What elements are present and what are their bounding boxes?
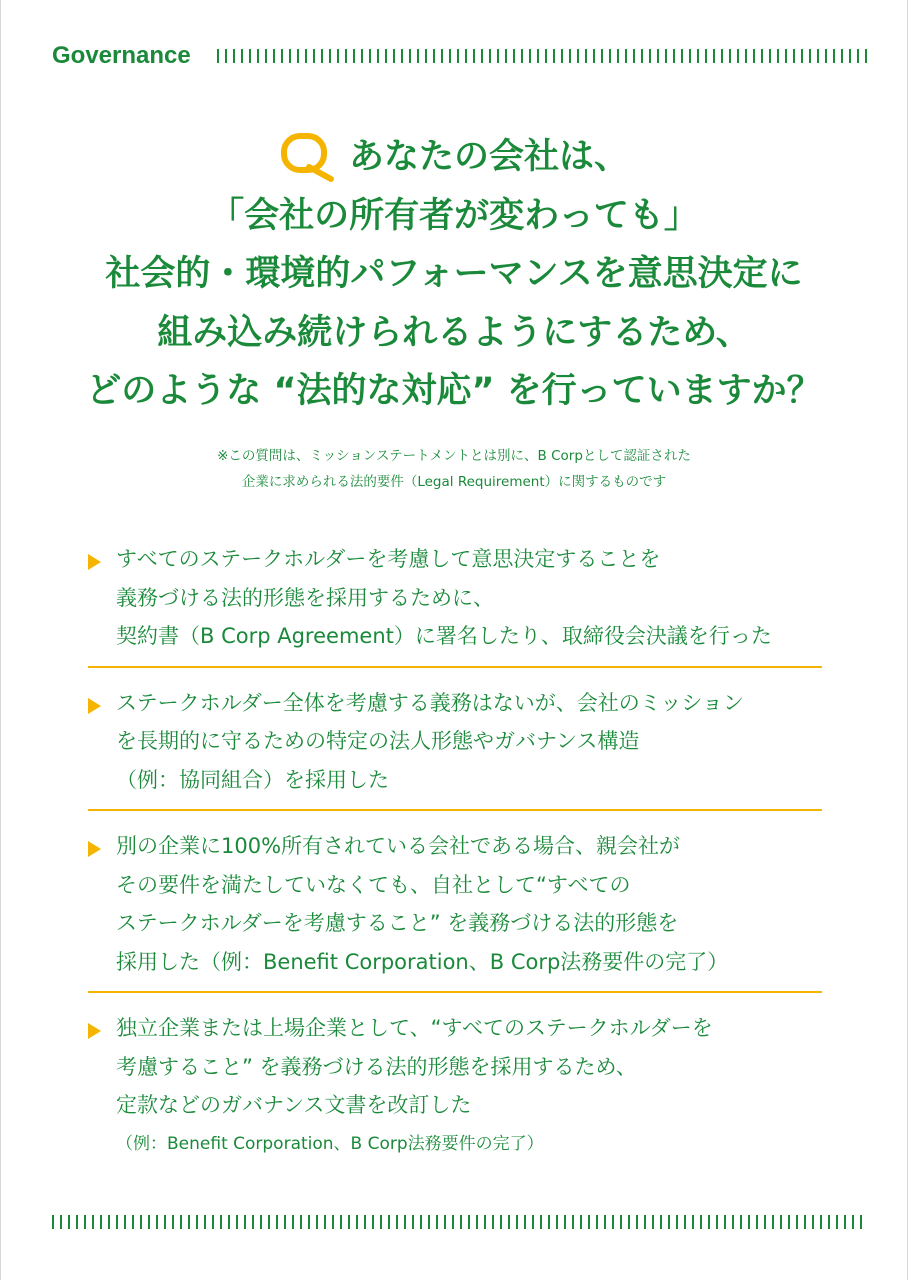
option-line: 独立企業または上場企業として、“すべてのステークホルダーを [116, 1016, 713, 1040]
question-note [60, 443, 848, 495]
question-line-3: 社会的・環境的パフォーマンスを意思決定に [105, 254, 803, 294]
option-line: （例：協同組合）を採用した [116, 767, 389, 792]
option-line: すべてのステークホルダーを考慮して意思決定することを [116, 547, 661, 571]
question-line-4: 組み込み続けられるようにするため、 [157, 312, 751, 353]
footer-tick-rule [52, 1215, 868, 1229]
page-header [52, 38, 868, 74]
question-text: あなたの会社は、 [348, 137, 629, 177]
arrow-right-icon [88, 841, 101, 857]
option-line: ステークホルダー全体を考慮する義務はないが、会社のミッション [116, 690, 744, 715]
answer-option-4[interactable] [88, 993, 822, 1163]
option-line: を長期的に守るための特定の法人形態やガバナンス構造 [116, 729, 640, 753]
option-line: ステークホルダーを考慮すること” を義務づける法的形態を [116, 911, 679, 935]
section-label: Governance [52, 42, 191, 69]
page-edge-left [0, 0, 1, 1280]
header-tick-rule [217, 49, 868, 63]
question-block [40, 128, 868, 421]
option-line: 定款などのガバナンス文書を改訂した [116, 1093, 472, 1117]
answer-option-1[interactable] [88, 540, 822, 668]
arrow-right-icon [88, 1023, 101, 1039]
question-line-5: どのような “法的な対応” を行っていますか？ [86, 371, 822, 411]
note-line: 企業に求められる法的要件（Legal Requirement）に関するものです [241, 474, 667, 490]
arrow-right-icon [88, 698, 101, 714]
option-line: 契約書（B Corp Agreement）に署名したり、取締役会決議を行った [116, 624, 772, 648]
option-line: 採用した（例：Benefit Corporation、B Corp法務要件の完了） [116, 949, 729, 974]
answer-option-2[interactable] [88, 668, 822, 812]
note-line: ※この質問は、ミッションステートメントとは別に、B Corpとして認証された [217, 448, 691, 464]
answer-option-3[interactable] [88, 811, 822, 993]
answer-options [88, 540, 822, 1163]
question-line-1 [40, 128, 868, 187]
option-line: その要件を満たしていなくても、自社として“すべての [116, 872, 631, 897]
option-line: 義務づける法的形態を採用するために、 [116, 585, 494, 610]
option-line: 別の企業に100%所有されている会社である場合、親会社が [116, 834, 681, 858]
q-letter-icon [279, 131, 335, 183]
question-line-2: 「会社の所有者が変わっても」 [209, 195, 699, 236]
option-line: 考慮すること” を義務づける法的形態を採用するため、 [116, 1054, 637, 1079]
option-line: （例：Benefit Corporation、B Corp法務要件の完了） [116, 1133, 544, 1154]
arrow-right-icon [88, 554, 101, 570]
